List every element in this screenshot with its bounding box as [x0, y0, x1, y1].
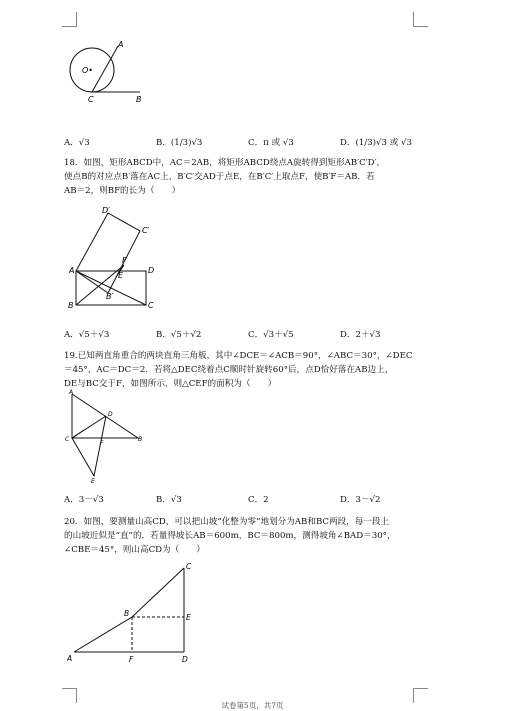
label-c: C	[88, 95, 94, 104]
q18-stem-line3: AB＝2，则BF的长为（ ）	[64, 186, 181, 196]
label-a: A	[69, 389, 74, 396]
q17-option-a: A．√3	[64, 138, 90, 148]
slope-ab	[74, 617, 132, 652]
label-e: E	[118, 271, 124, 280]
label-f: F	[122, 256, 127, 265]
q19-option-a: A．3－√3	[64, 495, 104, 505]
label-b: B	[138, 436, 143, 443]
label-c: C	[186, 562, 192, 571]
q18-option-d: D．2＋√3	[340, 330, 381, 340]
label-d: D	[108, 411, 113, 418]
q20-stem-line1: 20．如图，要测量山高CD，可以把山坡“化整为零”地划分为AB和BC两段，每一段上	[64, 517, 390, 527]
label-a: A	[69, 266, 75, 275]
q19-stem-line1: 19.已知两直角重合的两块直角三角板，其中∠DCE＝∠ACB＝90°，∠ABC＝30°，∠DEC	[64, 351, 413, 361]
slope-bc	[132, 568, 184, 617]
label-d: D	[148, 266, 155, 275]
label-a: A	[67, 654, 73, 663]
crop-mark-top-right	[413, 12, 428, 27]
label-f: F	[129, 655, 134, 664]
label-c1: C′	[142, 226, 150, 235]
label-f: F	[100, 440, 104, 447]
label-e: E	[186, 613, 191, 622]
label-e: E	[91, 478, 95, 485]
q19-option-c: C．2	[248, 495, 269, 505]
q18-option-b: B．√5＋√2	[156, 330, 202, 340]
label-b: B	[68, 301, 74, 310]
q20-figure	[66, 560, 206, 670]
label-c: C	[65, 436, 70, 443]
label-c: C	[148, 301, 154, 310]
q18-stem-line1: 18．如图，矩形ABCD中，AC＝2AB，将矩形ABCD绕点A旋转得到矩形AB′C′D′，	[64, 158, 386, 168]
label-b: B	[124, 609, 130, 618]
label-a: A	[118, 40, 124, 49]
label-b: B	[136, 95, 142, 104]
q18-stem-line2: 使点B的对应点B′落在AC上，B′C′交AD于点E，在B′C′上取点F，使B′F＝AB．若	[64, 172, 375, 182]
label-o: O•	[82, 66, 94, 75]
page-footer: 试卷第5页，共7页	[221, 701, 284, 710]
line-d-fold	[72, 430, 84, 438]
q19-stem-line2: ＝45°，AC＝DC＝2．若将△DEC绕着点C顺时针旋转60°后，点D恰好落在AB边上，	[64, 365, 394, 375]
q20-stem-line2: 的山坡近似是“直”的．若量得坡长AB＝600m，BC＝800m，测得坡角∠BAD＝30°，	[64, 531, 396, 541]
crop-mark-top-left	[62, 12, 77, 27]
q18-figure	[64, 205, 164, 310]
q19-option-b: B．√3	[156, 495, 182, 505]
q19-option-d: D．3－√2	[340, 495, 381, 505]
q17-option-b: B．(1/3)√3	[156, 138, 203, 148]
label-d1: D′	[102, 206, 110, 215]
label-d: D	[182, 655, 188, 664]
q17-option-d: D．(1/3)√3 或 √3	[340, 138, 412, 148]
q17-figure	[62, 38, 162, 108]
rect-ab1c1d1	[76, 213, 140, 293]
q19-stem-line3: DE与BC交于F，如图所示，则△CEF的面积为（ ）	[64, 379, 277, 389]
label-b1: B′	[106, 292, 114, 301]
q20-stem-line3: ∠CBE＝45°，则山高CD为（ ）	[64, 545, 206, 555]
q19-figure	[64, 390, 144, 485]
q18-option-a: A．√5＋√3	[64, 330, 110, 340]
q17-option-c: C．π 或 √3	[248, 138, 294, 148]
q18-option-c: C．√3＋√5	[248, 330, 294, 340]
